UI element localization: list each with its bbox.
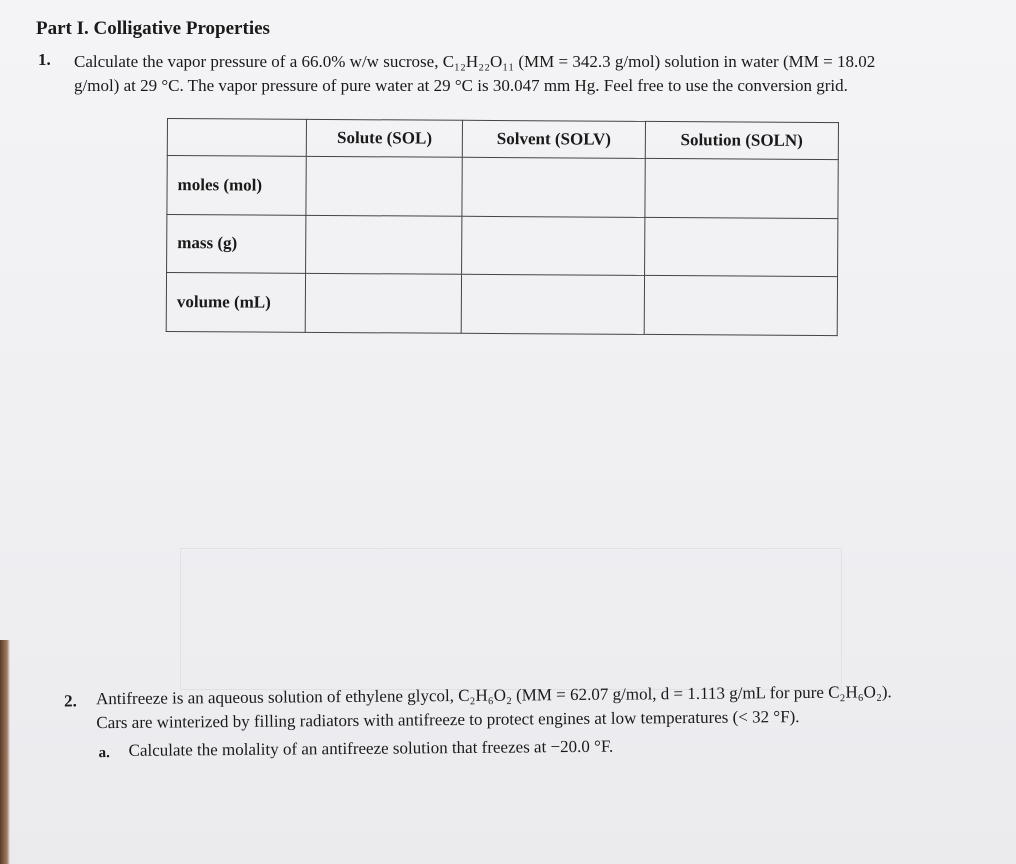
question-2a-text: Calculate the molality of an antifreeze solution that freezes at −20.0 °F. <box>128 736 614 760</box>
grid-column-header: Solution (SOLN) <box>645 121 839 159</box>
question-2-line-1: Antifreeze is an aqueous solution of ethylene glycol, C₂H₆O₂ (MM = 62.07 g/mol, d = 1.113 g/mL for pure C₂H₆O₂). <box>96 682 892 709</box>
question-2-line-2: Cars are winterized by filling radiators with antifreeze to protect engines at low temperatures (< 32 °F). <box>96 707 800 733</box>
grid-row-header: volume (mL) <box>166 273 305 333</box>
grid-cell[interactable] <box>462 157 645 217</box>
grid-row-header: mass (g) <box>167 214 306 274</box>
grid-row-header: moles (mol) <box>167 156 306 216</box>
grid-cell[interactable] <box>306 156 463 216</box>
grid-cell[interactable] <box>462 275 645 335</box>
question-1-line-2: g/mol) at 29 °C. The vapor pressure of pure water at 29 °C is 30.047 mm Hg. Feel free to use the conversion grid. <box>74 76 848 95</box>
section-heading: Part I. Colligative Properties <box>36 18 270 39</box>
grid-corner-cell <box>167 119 306 157</box>
grid-row <box>167 214 838 277</box>
bleed-through-table <box>180 548 842 690</box>
question-2-number: 2. <box>64 691 77 711</box>
grid-cell[interactable] <box>644 276 838 336</box>
grid-cell[interactable] <box>645 158 839 218</box>
question-1-line-1: Calculate the vapor pressure of a 66.0% w/w sucrose, C₁₂H₂₂O₁₁ (MM = 342.3 g/mol) solution in water (MM = 18.02 <box>74 52 876 71</box>
grid-cell[interactable] <box>305 274 462 334</box>
question-1-number: 1. <box>38 50 51 69</box>
grid-cell[interactable] <box>306 215 463 275</box>
grid-cell[interactable] <box>462 216 645 276</box>
grid-column-header: Solute (SOL) <box>306 119 463 157</box>
grid-row <box>166 273 837 336</box>
desk-edge <box>0 640 10 864</box>
grid-row <box>167 156 838 219</box>
grid-cell[interactable] <box>644 217 838 277</box>
grid-header-row <box>167 119 838 160</box>
conversion-grid <box>166 118 839 336</box>
grid-column-header: Solvent (SOLV) <box>463 120 646 158</box>
question-2a-label: a. <box>98 745 110 762</box>
